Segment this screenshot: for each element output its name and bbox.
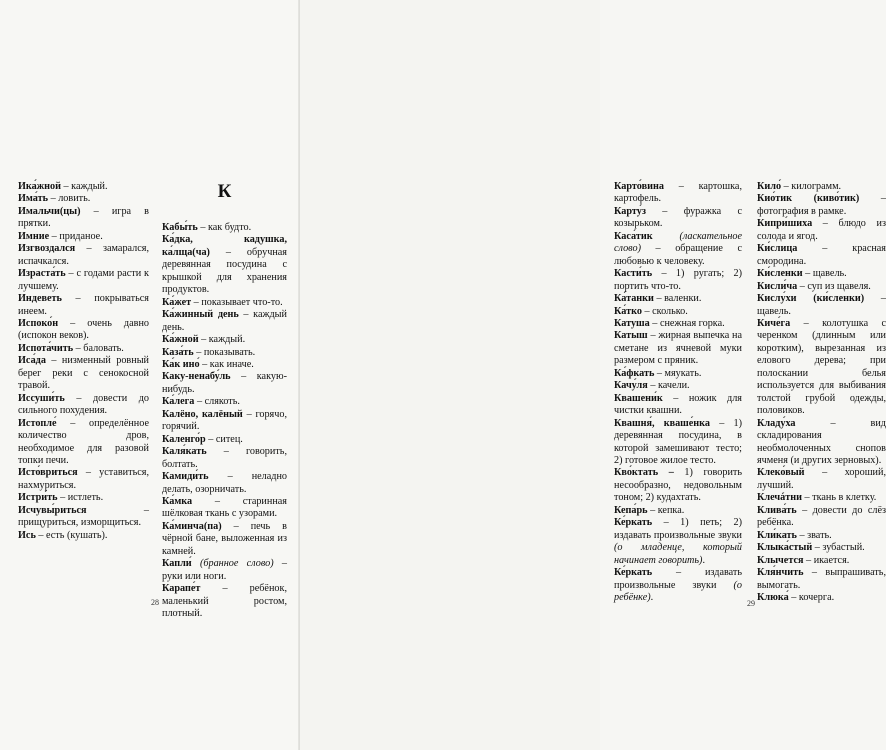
headword: Ка́тко xyxy=(614,305,642,317)
dictionary-entry xyxy=(18,418,149,468)
definition: – ситец. xyxy=(205,433,243,445)
dictionary-entry xyxy=(614,505,742,517)
headword: Калёно, калёный xyxy=(162,408,243,420)
section-letter: К xyxy=(217,181,232,202)
dictionary-entry xyxy=(18,467,149,492)
headword: Капли́ xyxy=(162,558,192,570)
definition: – выпрашивать, вымогать. xyxy=(757,567,886,591)
definition: – прищуриться, изморщиться. xyxy=(18,504,149,529)
headword: Кисли́ча xyxy=(757,280,798,292)
definition: – ловить. xyxy=(48,193,91,205)
dictionary-entry xyxy=(614,293,742,305)
headword: Клеко́вый xyxy=(757,467,805,479)
dictionary-entry xyxy=(614,567,742,604)
dictionary-entry xyxy=(757,318,886,418)
column-3 xyxy=(614,181,742,604)
headword: Квашня́, кваше́нка xyxy=(614,417,710,429)
dictionary-entry xyxy=(18,243,149,268)
definition: – валенки. xyxy=(653,293,702,305)
headword: Кило́ xyxy=(757,181,782,192)
definition: – блюдо из солода и ягод. xyxy=(757,218,886,242)
headword: Клива́ть xyxy=(757,504,797,516)
left-page xyxy=(0,0,300,750)
definition: – хороший, лучший. xyxy=(757,467,886,491)
dictionary-entry xyxy=(614,318,742,330)
definition: – довести до слёз ребёнка. xyxy=(757,504,886,529)
definition: – баловать. xyxy=(73,342,124,354)
dictionary-entry xyxy=(614,380,742,392)
definition: – очень давно (испокон веков). xyxy=(18,317,149,342)
definition: – горячо, горячий. xyxy=(162,408,288,433)
definition: – определённое количество дров, необходимое для разовой топки печи. xyxy=(18,417,149,466)
column-2 xyxy=(162,181,287,621)
definition: – говорить, болтать. xyxy=(162,446,287,470)
definition: – килограмм. xyxy=(781,181,842,192)
dictionary-entry xyxy=(18,492,149,504)
definition: – приданое. xyxy=(49,230,103,242)
definition: – 1) ругать; 2) портить что-то. xyxy=(614,268,742,292)
headword: Исто́вриться xyxy=(18,467,78,479)
definition: – показывает что-то. xyxy=(191,296,283,308)
dictionary-entry xyxy=(614,306,742,318)
headword: Ка́фкать xyxy=(614,367,655,379)
dictionary-entry xyxy=(757,268,886,280)
dictionary-entry xyxy=(18,318,149,343)
dictionary-entry xyxy=(614,330,742,367)
headword: Индеветь xyxy=(18,293,62,305)
dictionary-entry xyxy=(162,222,287,234)
dictionary-entry xyxy=(18,293,149,318)
definition: – низменный ровный берег реки с сенокосной травой. xyxy=(18,355,149,392)
dictionary-entry xyxy=(162,396,287,408)
right-page xyxy=(300,0,886,750)
definition: – замарался, испачкался. xyxy=(18,243,149,267)
definition: – руки или ноги. xyxy=(162,558,287,582)
dictionary-entry xyxy=(757,218,886,243)
headword: Имальчи(цы) xyxy=(18,205,81,217)
definition: – звать. xyxy=(796,529,832,541)
headword: Кабы́ть xyxy=(162,222,198,233)
dictionary-entry xyxy=(757,181,886,193)
headword: Испоко́н xyxy=(18,317,59,329)
headword: Ись xyxy=(18,529,36,541)
headword: Кипри́шиха xyxy=(757,218,813,230)
dictionary-entry xyxy=(614,517,742,567)
dictionary-entry xyxy=(162,409,287,434)
headword: Ика́жной xyxy=(18,181,61,192)
punctuation: . xyxy=(702,554,705,566)
definition: – довести до сильного похудения. xyxy=(18,392,149,417)
dictionary-entry xyxy=(18,343,149,355)
headword: Кио́тик (киво́тик) xyxy=(757,193,860,205)
definition: – кепка. xyxy=(647,504,685,516)
headword: Клыка́стый xyxy=(757,542,813,554)
usage-note: (о младенце, который начинает говорить) xyxy=(614,542,742,566)
headword: Каса́тик xyxy=(614,230,653,242)
headword: Испота́чить xyxy=(18,342,74,354)
dictionary-entry xyxy=(18,206,149,231)
headword: Истри́ть xyxy=(18,492,58,504)
definition: – есть (кушать). xyxy=(35,529,108,541)
column-1 xyxy=(18,181,149,542)
dictionary-entry xyxy=(614,231,742,268)
headword: Карто́вина xyxy=(614,181,664,192)
dictionary-entry xyxy=(757,243,886,268)
headword: Ке́ркать xyxy=(614,517,653,529)
dictionary-entry xyxy=(162,496,287,521)
dictionary-entry xyxy=(614,418,742,468)
definition: – покрываться инеем. xyxy=(18,293,149,317)
headword: Карапе́т xyxy=(162,583,201,595)
headword: Ка́к ино́ xyxy=(162,358,200,370)
headword: Каку-ненабу́ль xyxy=(162,371,231,383)
dictionary-entry xyxy=(757,492,886,504)
headword: Кладу́ха xyxy=(757,417,796,429)
headword: Клычется xyxy=(757,554,804,566)
headword: Ки́слица xyxy=(757,243,798,255)
headword: Кли́кать xyxy=(757,529,797,541)
definition: – щавель. xyxy=(757,293,886,317)
headword: Качу́ля xyxy=(614,380,648,392)
headword: Камиди́ть xyxy=(162,471,209,483)
dictionary-entry xyxy=(757,505,886,530)
punctuation: . xyxy=(650,591,654,603)
headword: Имние xyxy=(18,230,50,242)
headword: Кво́ктать – xyxy=(614,467,674,479)
definition: – старинная шёлковая ткань с узорами. xyxy=(162,495,287,520)
dictionary-entry xyxy=(18,268,149,293)
dictionary-entry xyxy=(757,467,886,492)
headword: Изгвоздался xyxy=(18,243,76,255)
page-number-left: 28 xyxy=(151,598,159,607)
dictionary-entry xyxy=(162,359,287,371)
definition: – показывать. xyxy=(193,346,256,358)
dictionary-entry xyxy=(18,530,149,542)
dictionary-entry xyxy=(18,181,149,193)
headword: Катуша xyxy=(614,317,650,329)
headword: Клечáтни xyxy=(757,492,802,504)
definition: – 1) петь; 2) издавать произвольные звуки xyxy=(614,517,742,541)
definition: – уставиться, нахмуриться. xyxy=(18,467,149,491)
definition: – щавель. xyxy=(802,268,847,280)
definition: – как будто. xyxy=(197,222,252,233)
dictionary-entry xyxy=(162,234,287,296)
definition: – картошка, картофель. xyxy=(614,181,742,205)
dictionary-entry xyxy=(757,592,886,604)
dictionary-entry xyxy=(162,347,287,359)
dictionary-entry xyxy=(18,393,149,418)
dictionary-entry xyxy=(757,530,886,542)
dictionary-entry xyxy=(757,293,886,318)
dictionary-entry xyxy=(18,193,149,205)
headword: Ка́мка xyxy=(162,495,193,507)
definition: – ткань в клетку. xyxy=(801,492,877,504)
dictionary-entry xyxy=(162,521,287,558)
definition: – какую-нибудь. xyxy=(162,371,287,395)
definition: – икается. xyxy=(803,554,850,566)
definition: – суп из щавеля. xyxy=(797,280,871,292)
usage-note: (бранное слово) xyxy=(199,558,274,570)
definition: – сколько. xyxy=(641,305,688,317)
definition: – неладно делать, озорничать. xyxy=(162,471,287,495)
definition: – мяукать. xyxy=(654,367,702,379)
definition: – каждый день. xyxy=(162,309,287,333)
definition: – обращение с любовью к человеку. xyxy=(614,243,742,267)
headword: Исчувы́риться xyxy=(18,504,87,516)
definition: – слякоть. xyxy=(194,396,240,408)
dictionary-entry xyxy=(614,268,742,293)
dictionary-entry xyxy=(162,309,287,334)
headword: Ка́танки xyxy=(614,293,654,305)
definition: – ножик для чистки квашни. xyxy=(614,392,742,417)
definition: – ребёнок, маленький ростом, плотный. xyxy=(162,583,287,620)
dictionary-entry xyxy=(757,555,886,567)
headword: Каля́кать xyxy=(162,446,207,458)
definition: – с годами расти к лучшему. xyxy=(18,268,149,292)
dictionary-entry xyxy=(162,371,287,396)
dictionary-entry xyxy=(18,355,149,392)
headword: Каленго́р xyxy=(162,433,206,445)
definition: – зубастый. xyxy=(812,542,865,554)
page-number-right: 29 xyxy=(747,599,755,608)
dictionary-entry xyxy=(757,418,886,468)
headword: Ка́жной xyxy=(162,334,199,346)
headword: Иссуши́ть xyxy=(18,392,65,404)
dictionary-entry xyxy=(162,583,287,620)
headword: Квашени́к xyxy=(614,392,663,404)
definition: – как иначе. xyxy=(199,358,254,370)
usage-note: (о ребёнке) xyxy=(614,579,742,603)
definition: – фуражка с козырьком. xyxy=(614,205,742,230)
headword: Касти́ть xyxy=(614,268,653,280)
headword: Кислу́хи (ки́сленки) xyxy=(757,293,865,305)
headword: Ка́жинный день xyxy=(162,309,239,321)
headword: Иса́да xyxy=(18,355,46,367)
headword: Израста́ть xyxy=(18,268,66,280)
dictionary-entry xyxy=(162,297,287,309)
dictionary-entry xyxy=(757,567,886,592)
definition: – кочерга. xyxy=(788,591,835,603)
headword: Карту́з xyxy=(614,205,646,217)
dictionary-entry xyxy=(162,434,287,446)
definition: – издавать произвольные звуки xyxy=(614,567,742,591)
headword: Каза́ть xyxy=(162,346,194,358)
definition: – фотография в рамке. xyxy=(757,193,886,217)
headword: Ка́минча(па) xyxy=(162,520,222,532)
definition: 1) говорить несообразно, недовольным тоном; 2) кудахтать. xyxy=(614,467,742,504)
headword: Ка́лега xyxy=(162,396,195,408)
definition: – снежная горка. xyxy=(649,317,725,329)
usage-note: (ласкательное слово) xyxy=(614,230,742,255)
headword: Ка́дка, кадушка, ка́лща(ча) xyxy=(162,234,287,258)
headword: Ка́жет xyxy=(162,296,192,308)
definition: – каждый. xyxy=(60,181,108,192)
headword: Кепа́рь xyxy=(614,504,648,516)
definition: – игра в прятки. xyxy=(18,205,149,230)
definition: – красная смородина. xyxy=(757,243,886,267)
dictionary-entry xyxy=(162,558,287,583)
headword: Истопле́ xyxy=(18,417,57,429)
dictionary-entry xyxy=(18,231,149,243)
dictionary-entry xyxy=(614,206,742,231)
definition: – каждый. xyxy=(198,334,246,346)
headword: Ки́сленки xyxy=(757,268,803,280)
headword: Има́ть xyxy=(18,193,49,205)
definition: – печь в чёрной бане, выложенная из камней. xyxy=(162,520,287,557)
dictionary-entry xyxy=(162,446,287,471)
dictionary-entry xyxy=(614,467,742,504)
column-4 xyxy=(757,181,886,604)
definition: – жирная выпечка на сметане из ячневой муки размером с пряник. xyxy=(614,330,742,367)
headword: Кля́нчить xyxy=(757,567,804,579)
dictionary-entry xyxy=(757,281,886,293)
definition: – 1) деревянная посудина, в которой замешивают тесто; 2) готовое жилое тесто. xyxy=(614,417,742,466)
headword: Катыш xyxy=(614,330,648,342)
dictionary-entry xyxy=(757,542,886,554)
dictionary-entry xyxy=(614,368,742,380)
definition: – обручная деревянная посудина с крышкой для хранения продуктов. xyxy=(162,246,287,296)
dictionary-entry xyxy=(162,471,287,496)
definition: – истлеть. xyxy=(57,492,104,504)
dictionary-entry xyxy=(18,505,149,530)
headword: Клюка́ xyxy=(757,591,789,603)
headword: Ке́ркать xyxy=(614,567,653,579)
dictionary-entry xyxy=(757,193,886,218)
dictionary-entry xyxy=(162,334,287,346)
dictionary-entry xyxy=(614,393,742,418)
headword: Киче́га xyxy=(757,317,791,329)
definition: – вид складирования необмолоченных снопов ячменя (и других зерновых). xyxy=(757,417,886,466)
definition: – качели. xyxy=(647,380,690,392)
dictionary-entry xyxy=(614,181,742,206)
definition: – колотушка с черенком (длинным или коротким), вырезанная из елового дерева; при полоскании белья используется для выбивания толстой грубой одежды, половиков. xyxy=(757,317,886,417)
